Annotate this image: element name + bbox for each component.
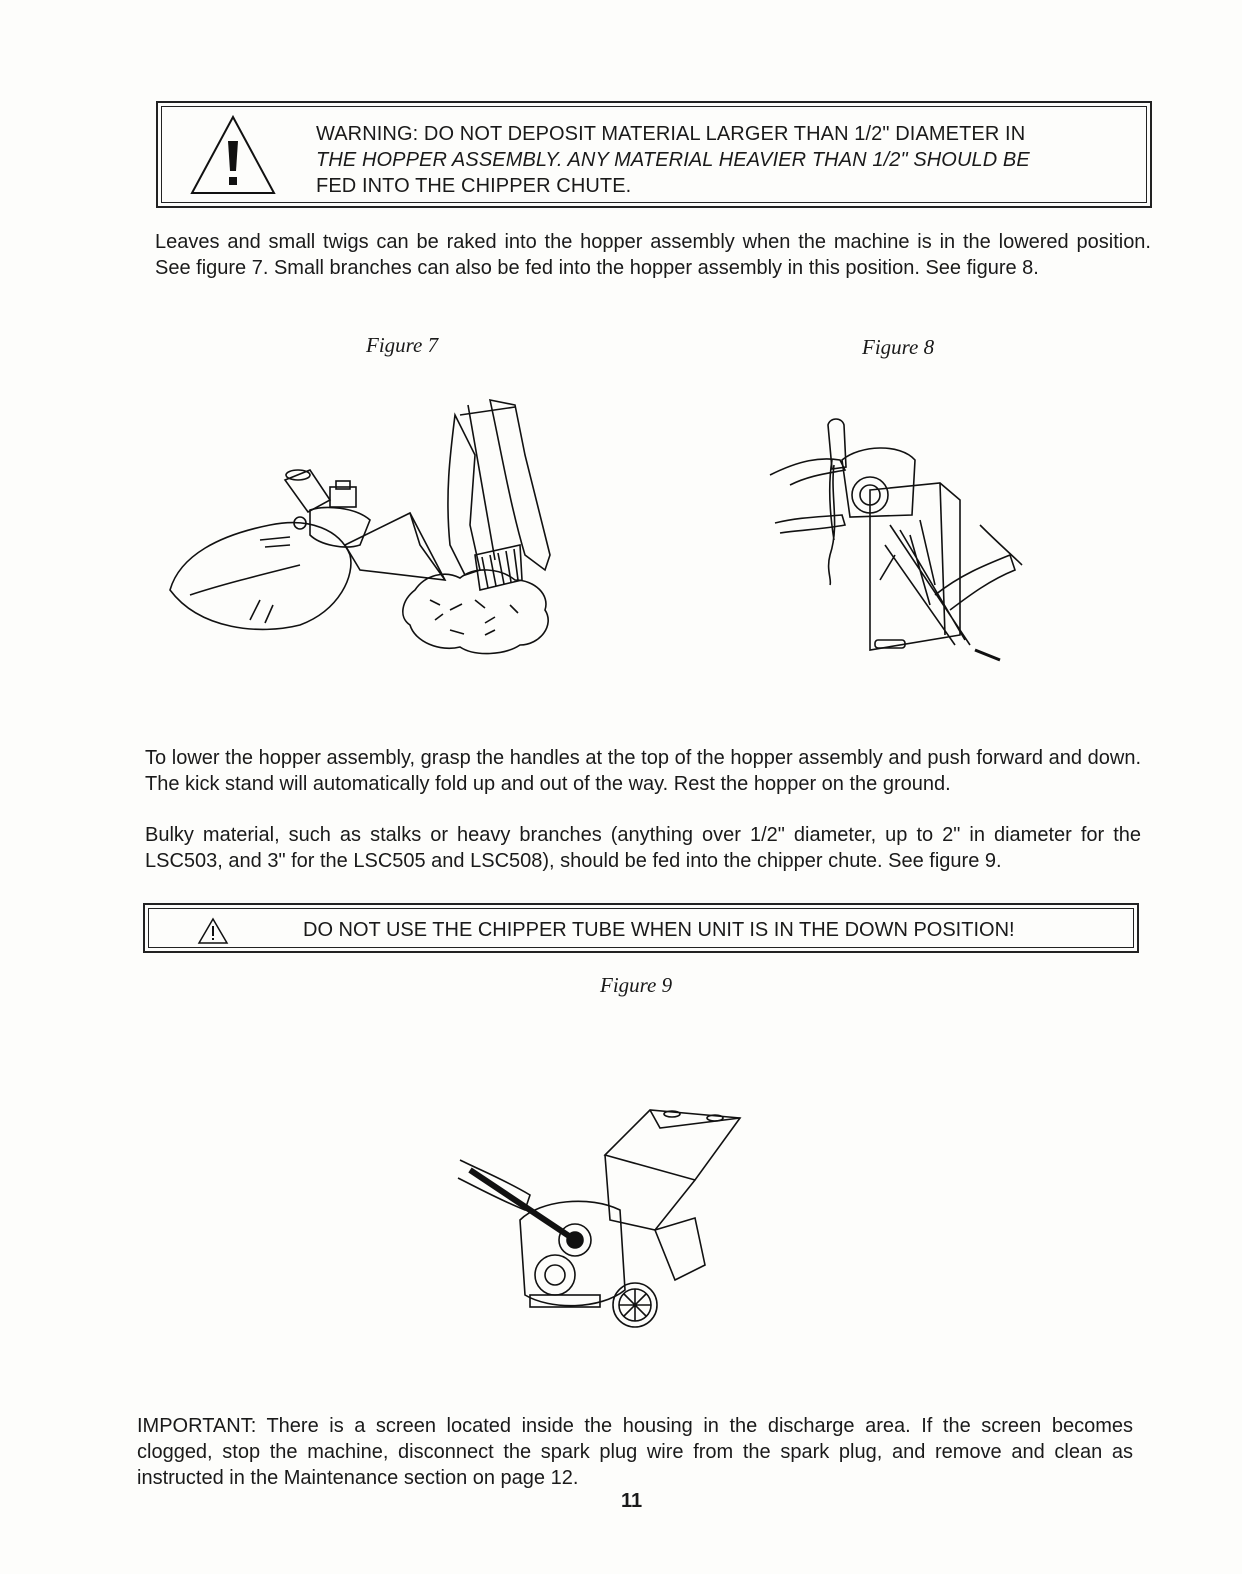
figure-9-illustration	[450, 1100, 750, 1340]
caution-text: DO NOT USE THE CHIPPER TUBE WHEN UNIT IS IN THE DOWN POSITION!	[303, 919, 1015, 941]
figure-8-caption: Figure 8	[862, 335, 935, 359]
leaves-paragraph: Leaves and small twigs can be raked into the hopper assembly when the machine is in the lowered position. See figure 7. Small branches can also be fed into the hopper assembly in this position. See figure 8.	[155, 231, 1151, 279]
warning-line-2: THE HOPPER ASSEMBLY. ANY MATERIAL HEAVIER THAN 1/2" SHOULD BE	[316, 149, 1030, 171]
warning-box	[156, 101, 1152, 208]
warning-line-1: WARNING: DO NOT DEPOSIT MATERIAL LARGER THAN 1/2" DIAMETER IN	[316, 123, 1026, 145]
page-number: 11	[621, 1490, 643, 1512]
lower-hopper-paragraph: To lower the hopper assembly, grasp the handles at the top of the hopper assembly and push forward and down. The kick stand will automatically fold up and out of the way. Rest the hopper on the ground.	[145, 747, 1141, 795]
figure-8-illustration	[760, 405, 1030, 670]
warning-line-3: FED INTO THE CHIPPER CHUTE.	[316, 175, 632, 197]
caution-box	[143, 903, 1139, 953]
figure-7-illustration	[150, 395, 580, 665]
figure-7-caption: Figure 7	[366, 333, 439, 357]
bulky-material-paragraph: Bulky material, such as stalks or heavy branches (anything over 1/2" diameter, up to 2" in diameter for the LSC503, and 3" for the LSC505 and LSC508), should be fed into the chipper chute. See figure 9.	[145, 824, 1141, 872]
warning-text	[316, 121, 1136, 199]
warning-triangle-icon	[197, 917, 229, 945]
important-paragraph: IMPORTANT: There is a screen located inside the housing in the discharge area. If the screen becomes clogged, stop the machine, disconnect the spark plug wire from the spark plug, and remove and clean as instructed in the Maintenance section on page 12.	[137, 1415, 1133, 1489]
warning-triangle-icon	[188, 113, 278, 197]
figure-9-caption: Figure 9	[600, 973, 673, 997]
